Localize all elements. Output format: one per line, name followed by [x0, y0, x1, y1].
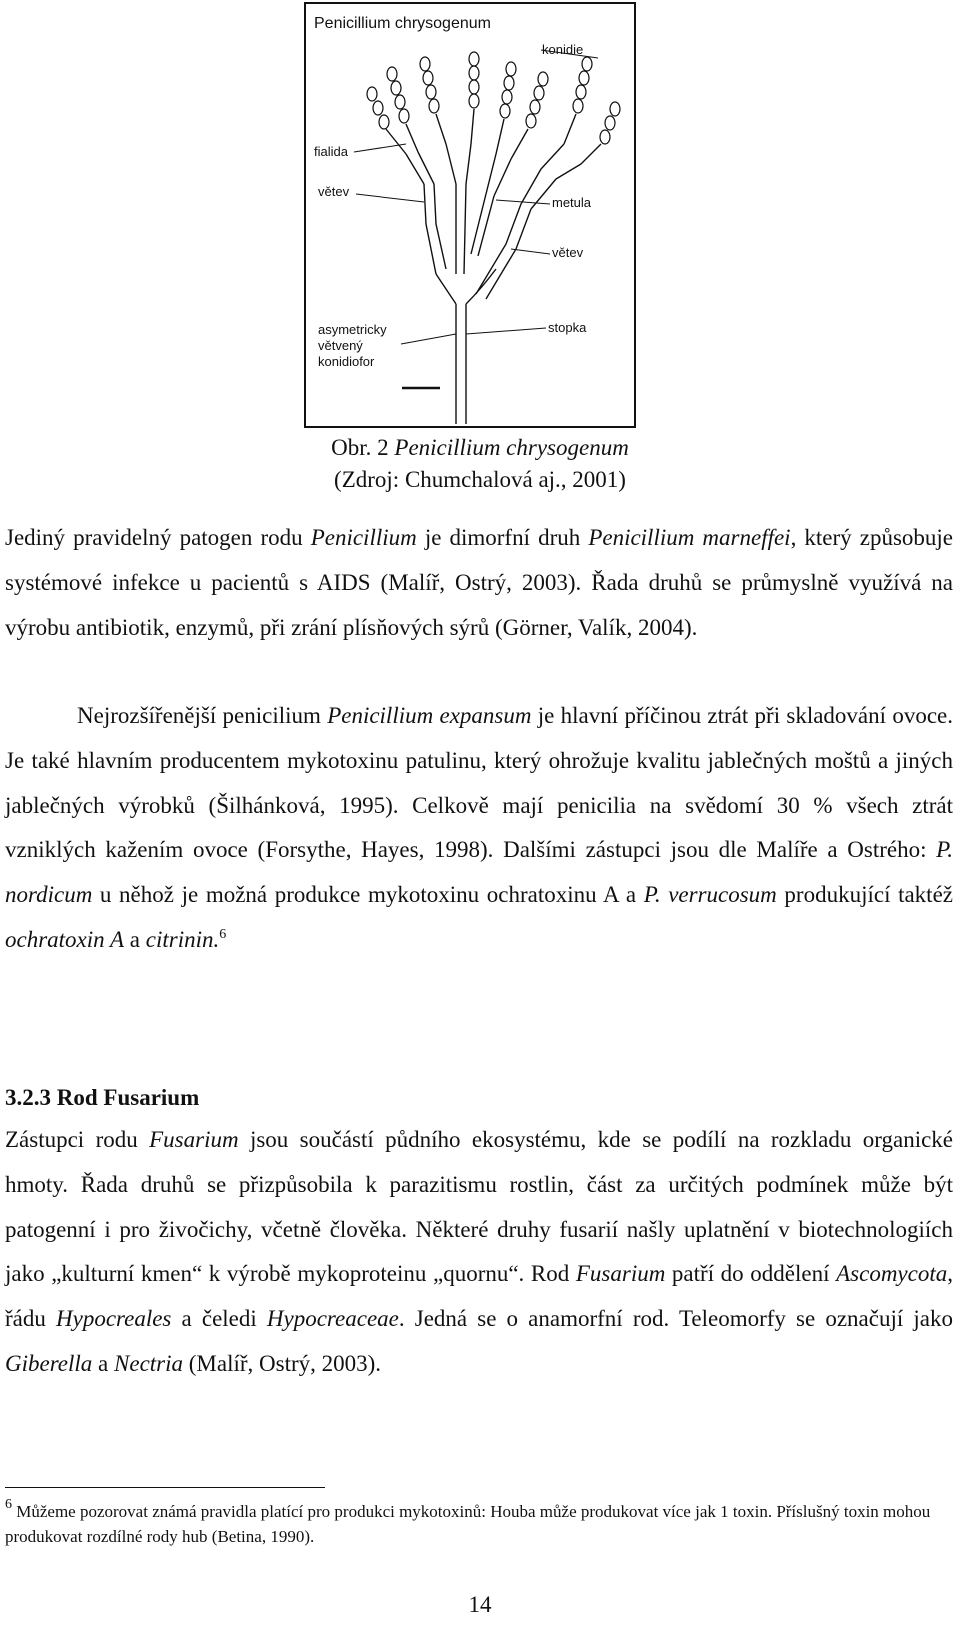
footnote-reference[interactable]: 6 — [219, 926, 227, 942]
label-fialida: fialida — [314, 144, 348, 159]
footnote — [5, 1499, 945, 1549]
label-asymetricky: asymetricky — [318, 322, 387, 337]
footnote-number: 6 — [5, 1497, 12, 1512]
figure-caption-source: (Zdroj: Chumchalová aj., 2001) — [334, 467, 626, 492]
label-konidie: konidie — [542, 42, 584, 57]
label-stopka: stopka — [548, 320, 587, 335]
paragraph-fusarium: Zástupci rodu Fusarium jsou součástí půdního ekosystému, kde se podílí na rozkladu organické hmoty. Řada druhů se přizpůsobila k parazitismu rostlin, část za určitých podmínek může být patogenní i pro živočichy, včetně člověka. Některé druhy fusarií našly uplatnění v biotechnologiích jako „kulturní kmen“ k výrobě mykoproteinu „quornu“. Rod Fusarium patří do oddělení Ascomycota, řádu Hypocreales a čeledi Hypocreaceae. Jedná se o anamorfní rod. Teleomorfy se označují jako Giberella a Nectria (Malíř, Ostrý, 2003). — [5, 1127, 954, 1376]
conidia-chains — [367, 52, 620, 144]
label-vetev-left: větev — [318, 184, 350, 199]
label-metula: metula — [552, 195, 592, 210]
footnote-divider — [5, 1487, 325, 1488]
paragraph-penicillium-expansum: Nejrozšířenější penicilium Penicillium expansum je hlavní příčinou ztrát při skladování ovoce. Je také hlavním producentem mykotoxinu patulinu, který ohrožuje kvalitu jablečných moštů a jiných jablečných výrobků (Šilhánková, 1995). Celkově mají penicilia na svědomí 30 % všech ztrát vzniklých kažením ovoce (Forsythe, Hayes, 1998). Dalšími zástupci jsou dle Malíře a Ostrého: P. nordicum u něhož je možná produkce mykotoxinu ochratoxinu A a P. verrucosum produkující taktéž ochratoxin A a citrinin.$^6$ — [5, 703, 953, 952]
label-vetveny: větvený — [318, 338, 363, 353]
caption-species: Penicillium chrysogenum — [394, 435, 629, 460]
label-konidiofor: konidiofor — [318, 354, 375, 369]
caption-prefix: Obr. 2 — [331, 435, 395, 460]
label-leader-lines — [354, 50, 598, 388]
label-vetev-right: větev — [552, 245, 584, 260]
paragraph-penicillium-pathogen: Jediný pravidelný patogen rodu Penicillium je dimorfní druh Penicillium marneffei, který způsobuje systémové infekce u pacientů s AIDS (Malíř, Ostrý, 2003). Řada druhů se průmyslně využívá na výrobu antibiotik, enzymů, při zrání plísňových sýrů (Görner, Valík, 2004). — [5, 525, 954, 640]
figure-title: Penicillium chrysogenum — [314, 15, 491, 32]
figure-caption-line1 — [0, 432, 960, 464]
figure-frame — [304, 2, 636, 428]
section-heading: 3.2.3 Rod Fusarium — [5, 1085, 200, 1110]
penicillium-illustration — [306, 4, 634, 426]
page-number: 14 — [468, 1592, 492, 1617]
footnote-text: Můžeme pozorovat známá pravidla platící pro produkci mykotoxinů: Houba může produkovat více jak 1 toxin. Příslušný toxin mohou produkovat rozdílné rody hub (Betina, 1990). — [5, 1502, 931, 1546]
conidiophore-drawing — [386, 109, 601, 424]
